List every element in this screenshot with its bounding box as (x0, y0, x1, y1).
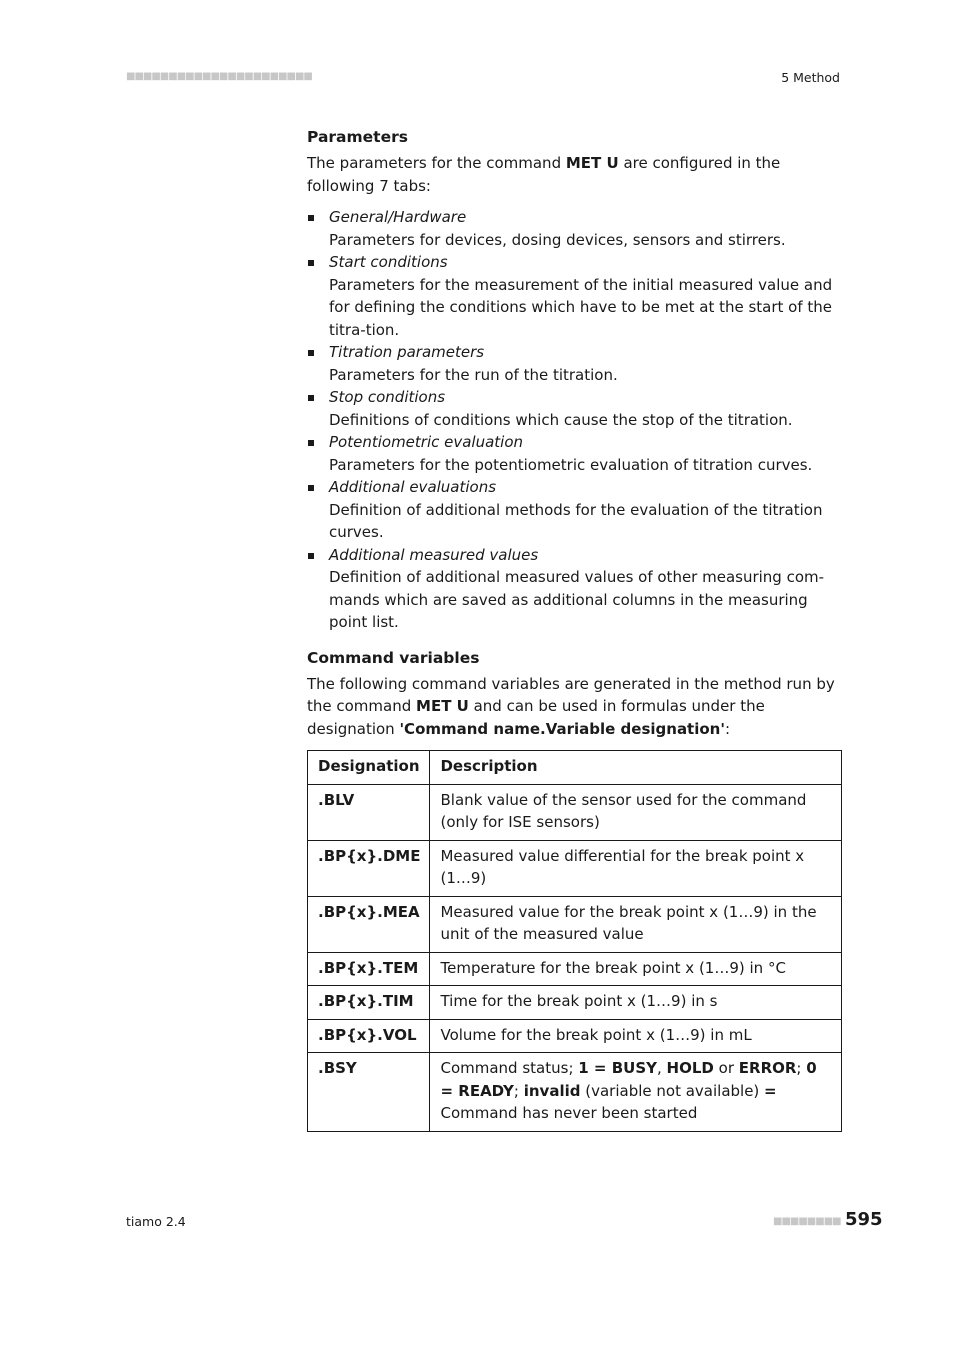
variables-table (307, 750, 842, 1132)
table-row (308, 1053, 842, 1132)
description-cell: Command status; 1 = BUSY, HOLD or ERROR; 0 = READY; invalid (variable not available) = Command has never been started (430, 1053, 842, 1132)
tab-description: Parameters for the measurement of the initial measured value and for defining the conditions which have to be met at the start of the titra-tion. (329, 275, 833, 339)
description-cell: Temperature for the break point x (1…9) in °C (430, 952, 842, 986)
list-item (307, 431, 841, 476)
parameters-heading: Parameters (307, 128, 408, 146)
tab-name: Potentiometric evaluation (329, 433, 524, 451)
tabs-list (307, 206, 841, 634)
table-row (308, 952, 842, 986)
designation-cell: .BLV (308, 784, 430, 840)
list-item (307, 544, 841, 634)
designation-cell: .BP{x}.DME (308, 840, 430, 896)
tab-description: Definition of additional measured values of other measuring com-mands which are saved as additional columns in the measuring point list. (329, 568, 825, 631)
tab-name: Stop conditions (329, 388, 446, 406)
description-cell: Time for the break point x (1…9) in s (430, 986, 842, 1020)
table-row (308, 1019, 842, 1053)
designation-cell: .BP{x}.TEM (308, 952, 430, 986)
table-row (308, 784, 842, 840)
header-decoration: ■■■■■■■■■■■■■■■■■■■■■■ (126, 71, 312, 82)
tab-name: General/Hardware (329, 208, 467, 226)
column-header-designation: Designation (308, 751, 430, 785)
table-row (308, 986, 842, 1020)
column-header-description: Description (430, 751, 842, 785)
tab-description: Parameters for devices, dosing devices, sensors and stirrers. (329, 230, 786, 249)
description-cell: Measured value for the break point x (1…9) in the unit of the measured value (430, 896, 842, 952)
tab-description: Parameters for the potentiometric evaluation of titration curves. (329, 455, 813, 474)
command-variables-intro: The following command variables are generated in the method run by the command MET U and can be used in formulas under the designation 'Command name.Variable designation': (307, 674, 835, 738)
tab-name: Additional evaluations (329, 478, 497, 496)
footer-decoration: ■■■■■■■■ (773, 1216, 841, 1227)
table-row (308, 896, 842, 952)
list-item (307, 341, 841, 386)
tab-description: Definition of additional methods for the evaluation of the titration curves. (329, 500, 823, 541)
product-name: tiamo 2.4 (126, 1214, 186, 1229)
page-content (307, 126, 841, 1132)
list-item (307, 386, 841, 431)
designation-cell: .BSY (308, 1053, 430, 1132)
tab-description: Parameters for the run of the titration. (329, 365, 618, 384)
list-item (307, 206, 841, 251)
chapter-title: 5 Method (781, 70, 840, 85)
page-number: 595 (845, 1209, 883, 1230)
tab-description: Definitions of conditions which cause the stop of the titration. (329, 410, 793, 429)
designation-cell: .BP{x}.TIM (308, 986, 430, 1020)
command-variables-heading: Command variables (307, 648, 480, 667)
tab-name: Titration parameters (329, 343, 485, 361)
designation-cell: .BP{x}.MEA (308, 896, 430, 952)
table-header-row (308, 751, 842, 785)
list-item (307, 476, 841, 544)
description-cell: Blank value of the sensor used for the command (only for ISE sensors) (430, 784, 842, 840)
tab-name: Additional measured values (329, 545, 539, 564)
description-cell: Measured value differential for the break point x (1…9) (430, 840, 842, 896)
tab-name: Start conditions (329, 253, 448, 271)
designation-cell: .BP{x}.VOL (308, 1019, 430, 1053)
table-row (308, 840, 842, 896)
list-item (307, 251, 841, 341)
parameters-intro: The parameters for the command MET U are configured in the following 7 tabs: (307, 154, 781, 195)
description-cell: Volume for the break point x (1…9) in mL (430, 1019, 842, 1053)
